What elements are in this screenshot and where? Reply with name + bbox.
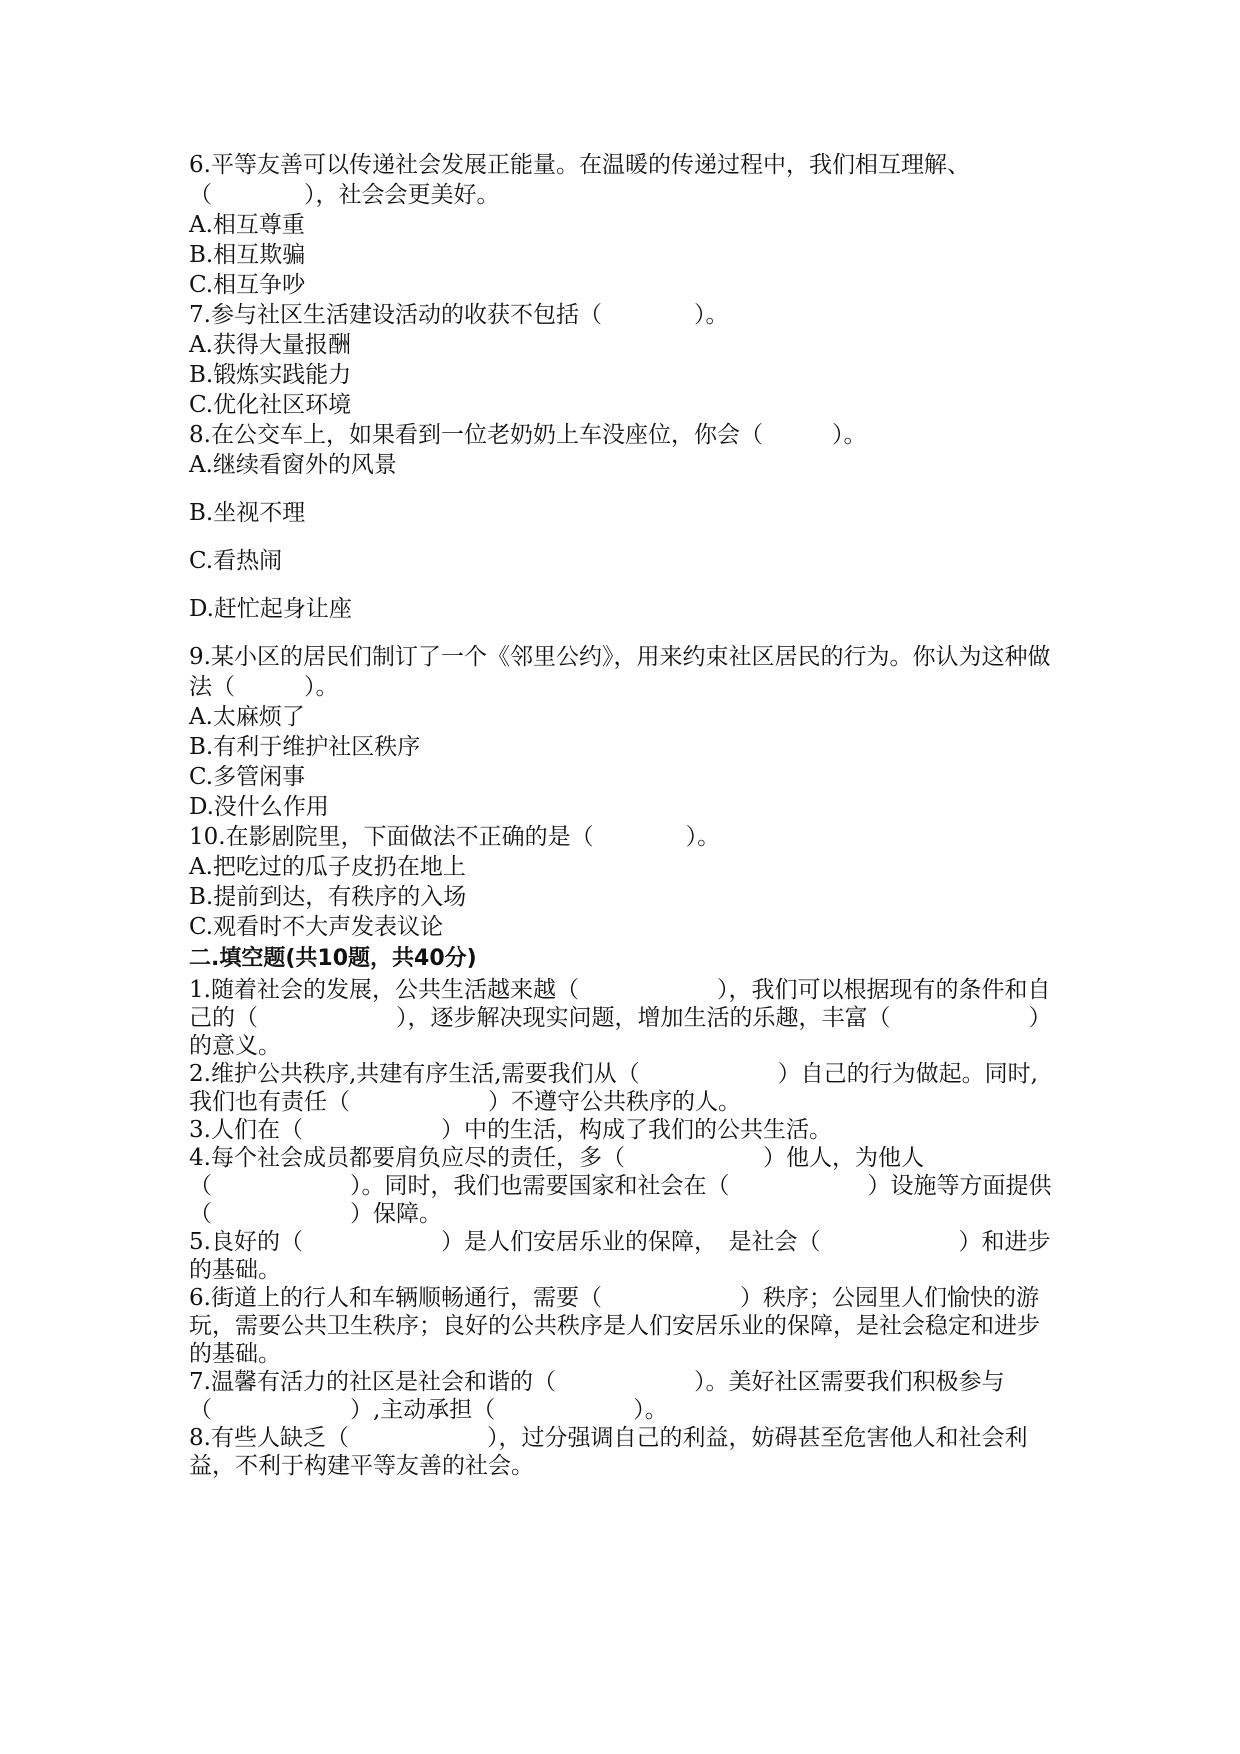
fill-item-8: 8.有些人缺乏（ ），过分强调自己的利益，妨碍甚至危害他人和社会利益，不利于构建平等友善的社会。	[189, 1425, 1028, 1479]
question-8-option-b: B.坐视不理	[189, 500, 306, 526]
question-10-option-b: B.提前到达，有秩序的入场	[189, 884, 467, 910]
question-7-stem: 7.参与社区生活建设活动的收获不包括（ ）。	[189, 302, 729, 328]
fill-item-5: 5.良好的（ ）是人们安居乐业的保障， 是社会（ ）和进步的基础。	[189, 1229, 1051, 1283]
question-9-option-a: A.太麻烦了	[189, 704, 305, 730]
question-6-stem: 6.平等友善可以传递社会发展正能量。在温暖的传递过程中，我们相互理解、（ ），社会会更美好。	[189, 152, 970, 208]
question-6-option-c: C.相互争吵	[189, 272, 306, 298]
fill-item-3: 3.人们在（ ）中的生活，构成了我们的公共生活。	[189, 1117, 832, 1143]
question-9-option-c: C.多管闲事	[189, 764, 306, 790]
question-6-option-b: B.相互欺骗	[189, 242, 306, 268]
fill-item-2: 2.维护公共秩序,共建有序生活,需要我们从（ ）自己的行为做起。同时,我们也有责任（ ）不遵守公共秩序的人。	[189, 1061, 1038, 1115]
fill-item-4: 4.每个社会成员都要肩负应尽的责任，多（ ）他人，为他人（ ）。同时，我们也需要国家和社会在（ ）设施等方面提供（ ）保障。	[189, 1145, 1052, 1227]
fill-item-7: 7.温馨有活力的社区是社会和谐的（ ）。美好社区需要我们积极参与（ ）,主动承担（ ）。	[189, 1369, 1005, 1423]
question-9-option-b: B.有利于维护社区秩序	[189, 734, 421, 760]
fill-item-6: 6.街道上的行人和车辆顺畅通行，需要（ ）秩序；公园里人们愉快的游玩，需要公共卫生秩序；良好的公共秩序是人们安居乐业的保障，是社会稳定和进步的基础。	[189, 1285, 1040, 1367]
question-8-option-a: A.继续看窗外的风景	[189, 452, 397, 478]
question-10-option-a: A.把吃过的瓜子皮扔在地上	[189, 854, 466, 880]
fill-item-1: 1.随着社会的发展，公共生活越来越（ ），我们可以根据现有的条件和自己的（ ），逐步解决现实问题，增加生活的乐趣，丰富（ ）的意义。	[189, 977, 1052, 1059]
question-10-stem: 10.在影剧院里，下面做法不正确的是（ ）。	[189, 824, 721, 850]
question-7-option-b: B.锻炼实践能力	[189, 362, 352, 388]
question-8-option-d: D.赶忙起身让座	[189, 596, 352, 622]
question-6-option-a: A.相互尊重	[189, 212, 305, 238]
question-7-option-c: C.优化社区环境	[189, 392, 352, 418]
question-9-option-d: D.没什么作用	[189, 794, 329, 820]
section-2-heading: 二.填空题(共10题，共40分)	[189, 946, 477, 971]
question-9-stem: 9.某小区的居民们制订了一个《邻里公约》，用来约束社区居民的行为。你认为这种做法（ ）。	[189, 644, 1051, 700]
question-10-option-c: C.观看时不大声发表议论	[189, 914, 444, 940]
question-8-stem: 8.在公交车上，如果看到一位老奶奶上车没座位，你会（ ）。	[189, 422, 867, 448]
question-8-option-c: C.看热闹	[189, 548, 283, 574]
question-7-option-a: A.获得大量报酬	[189, 332, 351, 358]
worksheet-page	[189, 150, 1059, 1480]
